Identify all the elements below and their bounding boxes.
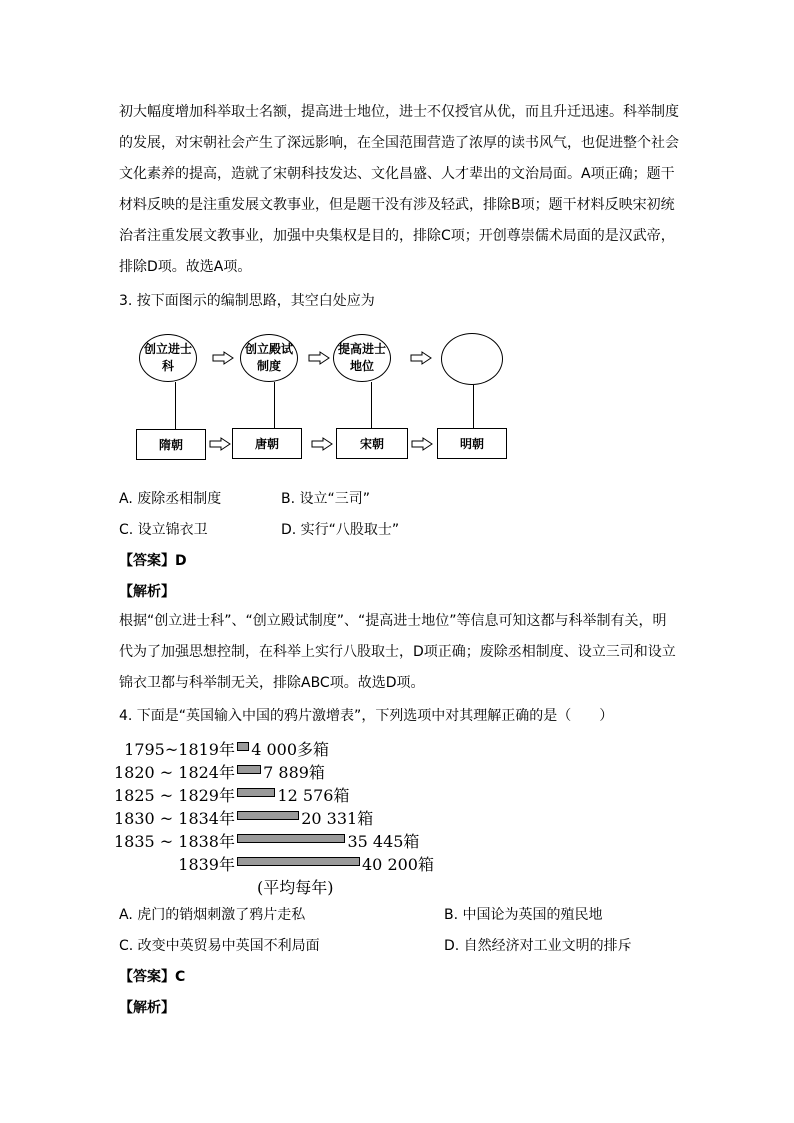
- chart-value-label: 40 200箱: [362, 855, 434, 874]
- chart-value-label: 12 576箱: [277, 786, 350, 805]
- oval-blank: [441, 333, 503, 385]
- q3-option-d: D. 实行“八股取士”: [281, 522, 400, 538]
- chart-bar: [237, 834, 345, 843]
- connector-line: [175, 382, 176, 429]
- chart-row: [0, 760, 794, 780]
- arrow-right-icon: [411, 437, 433, 451]
- chart-note: (平均每年): [257, 878, 334, 897]
- intro-paragraph: 初大幅度增加科举取士名额，提高进士地位，进士不仅授官从优，而且升迁迅速。科举制度的发展，对宋朝社会产生了深远影响，在全国范围营造了浓厚的读书风气，也促进整个社会文化素养的提高，造就了宋朝科技发达、文化昌盛、人才辈出的文治局面。A项正确；题干材料反映的是注重发展文教事业，但是题干没有涉及轻武，排除B项；题干材料反映宋初统治者注重发展文教事业，加强中央集权是目的，排除C项；开创尊崇儒术局面的是汉武帝，排除D项。故选A项。: [119, 104, 679, 275]
- chart-category-label: 1820 ~ 1824年: [113, 763, 235, 782]
- arrow-right-icon: [311, 437, 333, 451]
- chart-bar: [237, 742, 249, 751]
- chart-category-label: 1795~1819年: [124, 740, 235, 759]
- connector-line: [473, 385, 474, 429]
- q4-option-d: D. 自然经济对工业文明的排斥: [444, 938, 632, 954]
- chart-row: [0, 783, 794, 803]
- q3-analysis-label: 【解析】: [119, 584, 175, 600]
- box-ming: 明朝: [437, 428, 507, 459]
- box-sui: 隋朝: [136, 429, 206, 460]
- chart-value-label: 20 331箱: [301, 809, 374, 828]
- box-tang: 唐朝: [232, 428, 302, 459]
- chart-bar: [237, 857, 360, 866]
- chart-category-label: 1839年: [178, 855, 235, 874]
- arrow-right-icon: [410, 351, 432, 365]
- q4-analysis-label: 【解析】: [119, 1000, 175, 1016]
- chart-value-label: 4 000多箱: [251, 740, 330, 759]
- q4-option-b: B. 中国论为英国的殖民地: [444, 907, 603, 923]
- chart-bar: [237, 788, 275, 797]
- chart-bar: [237, 765, 261, 774]
- chart-category-label: 1835 ~ 1838年: [113, 832, 235, 851]
- q3-answer: 【答案】D: [119, 553, 187, 569]
- connector-line: [371, 382, 372, 428]
- arrow-right-icon: [209, 437, 231, 451]
- q3-analysis: 根据“创立进士科”、“创立殿试制度”、“提高进士地位”等信息可知这都与科举制有关，明代为了加强思想控制，在科举上实行八股取士，D项正确；废除丞相制度、设立三司和设立锦衣卫都与科举制无关，排除ABC项。故选D项。: [119, 613, 676, 691]
- oval-2: 创立殿试制度: [240, 334, 298, 382]
- chart-row: [0, 852, 794, 872]
- chart-bar: [237, 811, 299, 820]
- question-4-stem: 4. 下面是“英国输入中国的鸦片激增表”，下列选项中对其理解正确的是（ ）: [119, 708, 614, 724]
- q3-option-b: B. 设立“三司”: [281, 491, 371, 507]
- arrow-right-icon: [212, 351, 234, 365]
- chart-category-label: 1825 ~ 1829年: [113, 786, 235, 805]
- q4-answer: 【答案】C: [119, 969, 186, 985]
- chart-value-label: 7 889箱: [263, 763, 325, 782]
- connector-line: [274, 382, 275, 428]
- arrow-right-icon: [308, 351, 330, 365]
- chart-value-label: 35 445箱: [347, 832, 420, 851]
- chart-row: [0, 737, 794, 757]
- chart-category-label: 1830 ~ 1834年: [113, 809, 235, 828]
- question-3-stem: 3. 按下面图示的编制思路，其空白处应为: [119, 293, 375, 309]
- oval-3: 提高进士地位: [333, 334, 391, 382]
- oval-1: 创立进士科: [139, 334, 197, 382]
- box-song: 宋朝: [336, 428, 408, 459]
- q4-option-c: C. 改变中英贸易中英国不利局面: [119, 938, 320, 954]
- q3-option-a: A. 废除丞相制度: [119, 491, 222, 507]
- q4-option-a: A. 虎门的销烟刺激了鸦片走私: [119, 907, 306, 923]
- q3-option-c: C. 设立锦衣卫: [119, 522, 208, 538]
- chart-row: [0, 829, 794, 849]
- chart-row: [0, 806, 794, 826]
